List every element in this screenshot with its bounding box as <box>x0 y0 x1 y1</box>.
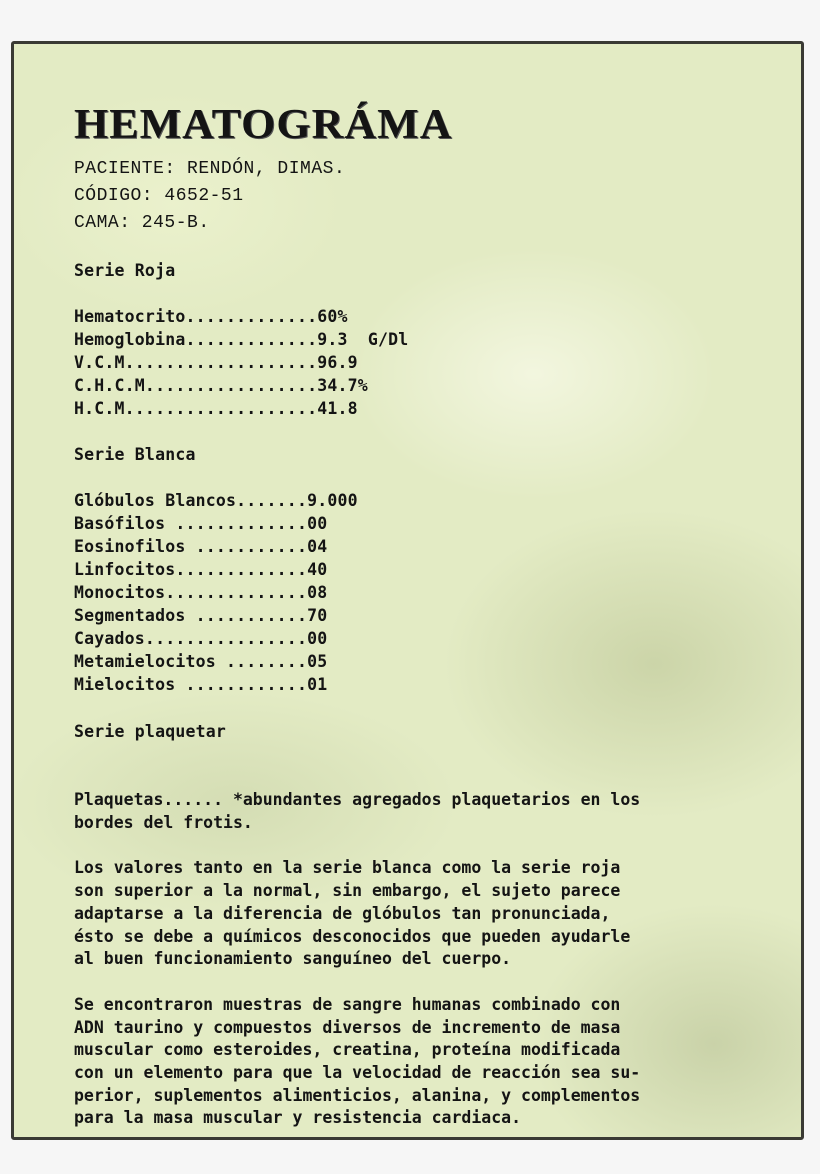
serie-blanca-row: Glóbulos Blancos.......9.000 <box>74 491 358 510</box>
paragraph-line: muscular como esteroides, creatina, proteína modificada <box>74 1040 621 1060</box>
paragraph-line: adaptarse a la diferencia de glóbulos tan pronunciada, <box>74 903 611 923</box>
serie-blanca-row: Monocitos..............08 <box>74 583 328 602</box>
serie-roja-row: C.H.C.M.................34.7% <box>74 376 368 395</box>
serie-blanca-row: Segmentados ...........70 <box>74 606 328 625</box>
plaquetas-line: Plaquetas...... *abundantes agregados plaquetarios en los <box>74 790 641 809</box>
serie-blanca-row: Metamielocitos ........05 <box>74 652 328 671</box>
report-content <box>74 102 774 1130</box>
paragraph-line: perior, suplementos alimenticios, alanina, y complementos <box>74 1085 641 1105</box>
serie-roja-row: Hemoglobina.............9.3 G/Dl <box>74 330 409 349</box>
paragraph-line: al buen funcionamiento sanguíneo del cuerpo. <box>74 949 512 969</box>
bed-line: CAMA: 245-B. <box>74 213 210 233</box>
paragraph-findings <box>74 994 774 1130</box>
paragraph-line: para la masa muscular y resistencia cardiaca. <box>74 1108 522 1128</box>
patient-line: PACIENTE: RENDÓN, DIMAS. <box>74 159 346 179</box>
plaquetas-line: bordes del frotis. <box>74 812 253 832</box>
paragraph-line: ésto se debe a químicos desconocidos que pueden ayudarle <box>74 926 631 946</box>
paragraph-line: Se encontraron muestras de sangre humanas combinado con <box>74 994 621 1014</box>
serie-blanca-list <box>74 489 774 696</box>
serie-blanca-row: Eosinofilos ...........04 <box>74 537 328 556</box>
serie-roja-row: Hematocrito.............60% <box>74 307 348 326</box>
serie-blanca-row: Mielocitos ............01 <box>74 675 328 694</box>
code-line: CÓDIGO: 4652-51 <box>74 186 244 206</box>
report-title: HEMATOGRÁMA <box>74 101 453 148</box>
serie-blanca-heading: Serie Blanca <box>74 445 196 464</box>
serie-blanca-row: Linfocitos.............40 <box>74 560 328 579</box>
serie-plaquetar-list <box>74 789 774 834</box>
paragraph-line: son superior a la normal, sin embargo, el sujeto parece <box>74 881 621 901</box>
serie-roja-list <box>74 305 774 420</box>
paragraph-values <box>74 857 774 971</box>
serie-roja-row: V.C.M...................96.9 <box>74 353 358 372</box>
serie-roja-heading: Serie Roja <box>74 261 176 280</box>
paragraph-line: Los valores tanto en la serie blanca como la serie roja <box>74 858 621 878</box>
paragraph-line: ADN taurino y compuestos diversos de incremento de masa <box>74 1017 621 1037</box>
paragraph-line: con un elemento para que la velocidad de reacción sea su- <box>74 1063 641 1083</box>
serie-plaquetar-heading: Serie plaquetar <box>74 722 227 741</box>
serie-roja-row: H.C.M...................41.8 <box>74 399 358 418</box>
serie-blanca-row: Basófilos .............00 <box>74 514 328 533</box>
report-sheet <box>11 41 804 1140</box>
serie-blanca-row: Cayados................00 <box>74 629 328 648</box>
